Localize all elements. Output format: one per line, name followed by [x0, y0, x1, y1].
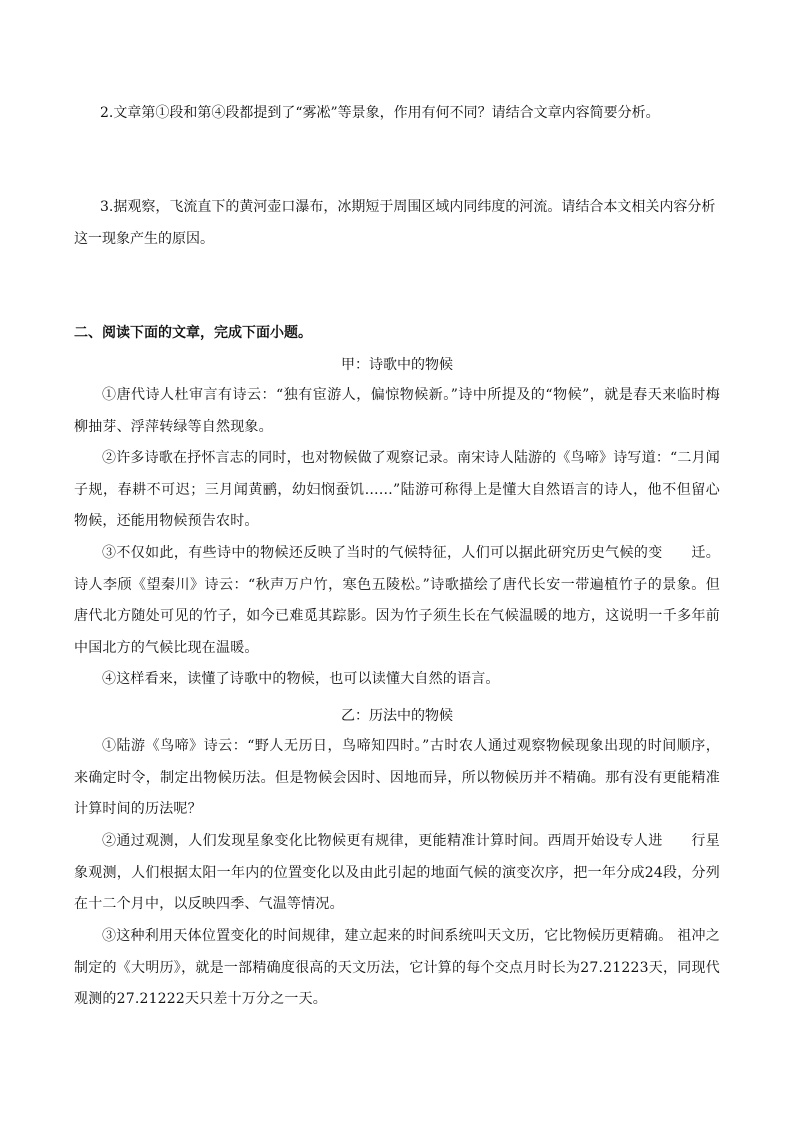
question-2: 2.文章第①段和第④段都提到了“雾凇”等景象，作用有何不同？请结合文章内容简要分析。 [100, 105, 660, 121]
passage-a-paragraph-4: ④这样看来，读懂了诗歌中的物候，也可以读懂大自然的语言。 [102, 671, 500, 687]
passage-a-paragraph-2: ②许多诗歌在抒怀言志的同时，也对物候做了观察记录。南宋诗人陆游的《鸟啼》诗写道：“二月闻子规，春耕不可迟；三月闻黄鹂，幼妇悯蚕饥……”陆游可称得上是懂大自然语言的诗人，他不但留心物候，还能用物候预告农时。 [74, 450, 720, 529]
passage-a-title: 甲：诗歌中的物候 [341, 357, 453, 373]
passage-a-paragraph-1: ①唐代诗人杜审言有诗云：“独有宦游人，偏惊物候新。”诗中所提及的“物候”，就是春天来临时梅柳抽芽、浮萍转绿等自然现象。 [74, 387, 720, 435]
passage-b-paragraph-3: ③这种利用天体位置变化的时间规律，建立起来的时间系统叫天文历，它比物候历更精确。 祖冲之制定的《大明历》，就是一部精确度很高的天文历法，它计算的每个交点月时长为27.21223天，同现代观测的27.21222天只差十万分之一天。 [74, 928, 720, 1007]
passage-a-paragraph-3: ③不仅如此，有些诗中的物候还反映了当时的气候特征，人们可以据此研究历史气候的变 迁。诗人李颀《望秦川》诗云：“秋声万户竹，寒色五陵松。”诗歌描绘了唐代长安一带遍植竹子的景象。但唐代北方随处可见的竹子，如今已难觅其踪影。因为竹子须生长在气候温暖的地方，这说明一千多年前中国北方的气候比现在温暖。 [74, 545, 720, 656]
passage-b-title: 乙：历法中的物候 [341, 708, 453, 724]
passage-b-paragraph-2: ②通过观测，人们发现星象变化比物候更有规律，更能精准计算时间。西周开始设专人进 行星象观测，人们根据太阳一年内的位置变化以及由此引起的地面气候的演变次序，把一年分成24段，分列在十二个月中，以反映四季、气温等情况。 [74, 833, 720, 912]
section-two-heading: 二、阅读下面的文章，完成下面小题。 [74, 325, 312, 341]
passage-b-paragraph-1: ①陆游《鸟啼》诗云：“野人无历日，鸟啼知四时。”古时农人通过观察物候现象出现的时间顺序，来确定时令，制定出物候历法。但是物候会因时、因地而异，所以物候历并不精确。那有没有更能精准计算时间的历法呢？ [74, 738, 720, 817]
question-3-line-2: 这一现象产生的原因。 [74, 231, 214, 247]
question-3-line-1: 3.据观察，飞流直下的黄河壶口瀑布，冰期短于周围区域内同纬度的河流。请结合本文相关内容分析 [100, 199, 716, 215]
